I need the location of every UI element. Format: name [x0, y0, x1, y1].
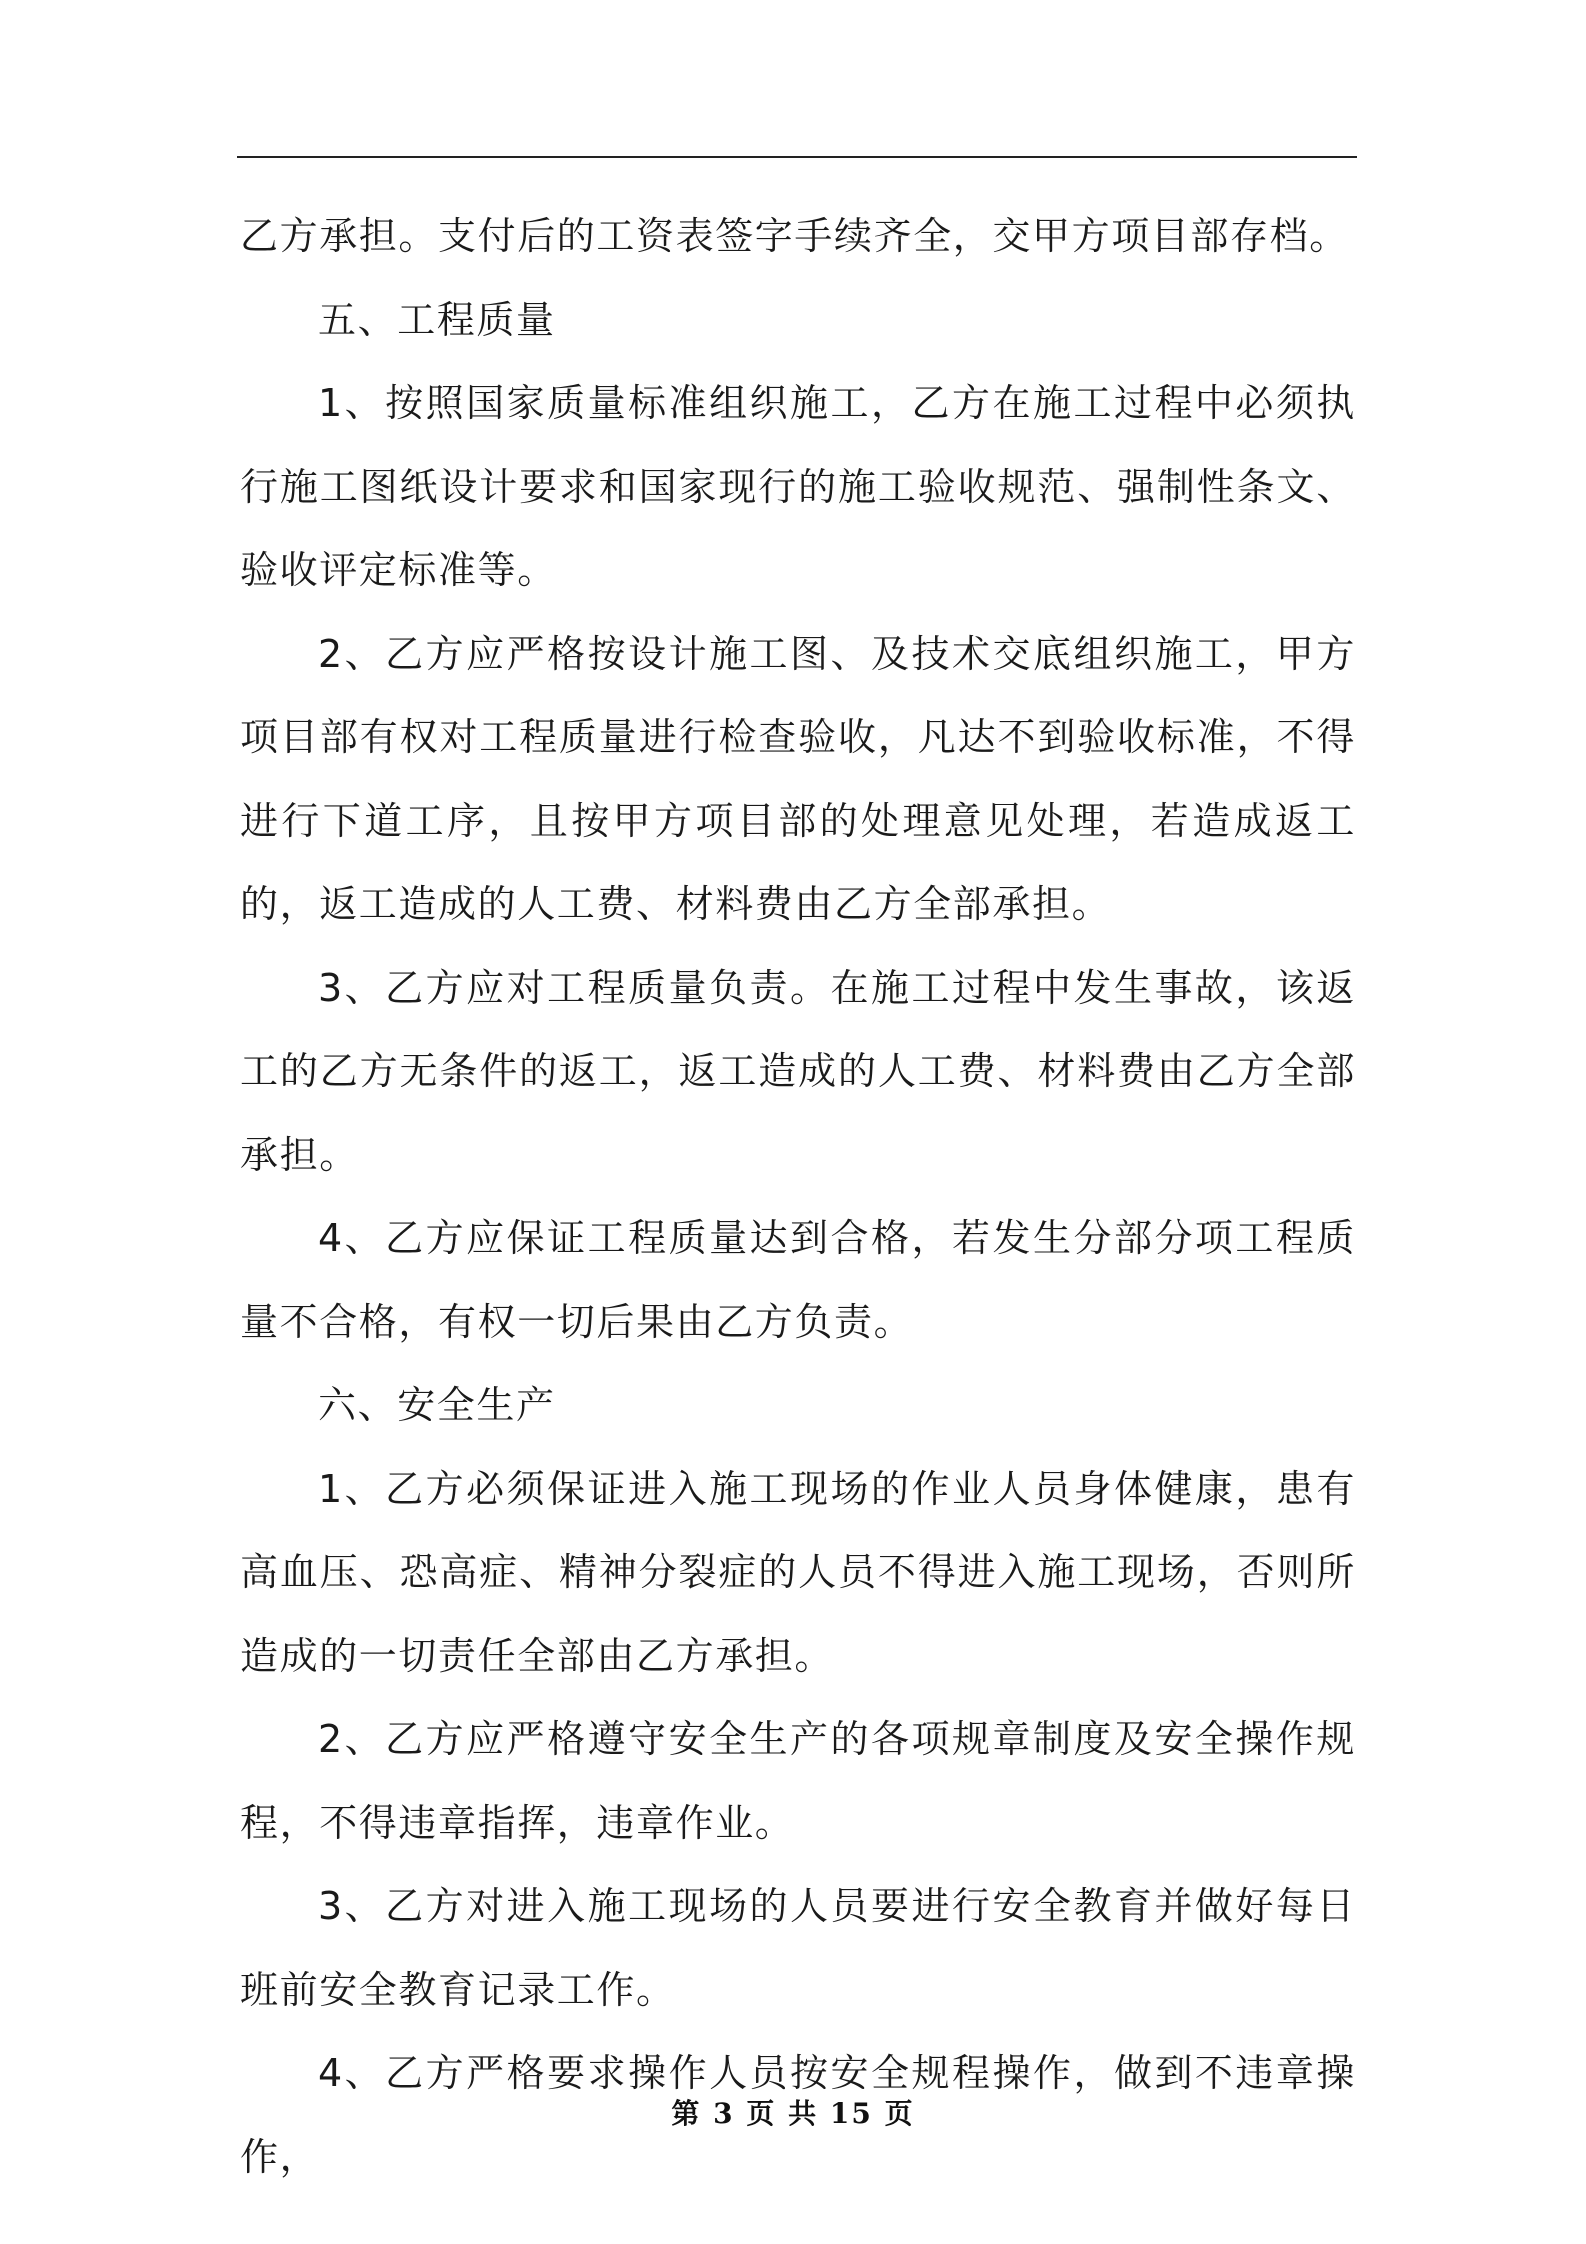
paragraph-safety-2: 2、乙方应严格遵守安全生产的各项规章制度及安全操作规程，不得违章指挥，违章作业。: [240, 1717, 1356, 1845]
paragraph-quality-4: 4、乙方应保证工程质量达到合格，若发生分部分项工程质量不合格，有权一切后果由乙方负责。: [240, 1216, 1356, 1344]
paragraph-quality-3: 3、乙方应对工程质量负责。在施工过程中发生事故，该返工的乙方无条件的返工，返工造成的人工费、材料费由乙方全部承担。: [240, 965, 1356, 1177]
section-heading-quality: 五、工程质量: [318, 297, 556, 342]
document-body: [240, 195, 1356, 2199]
section-heading-safety: 六、安全生产: [318, 1383, 556, 1427]
paragraph-wage-archive: 乙方承担。支付后的工资表签字手续齐全，交甲方项目部存档。: [240, 214, 1349, 258]
page-number-footer: 第 3 页 共 15 页: [671, 2097, 915, 2130]
paragraph-safety-3: 3、乙方对进入施工现场的人员要进行安全教育并做好每日班前安全教育记录工作。: [240, 1884, 1356, 2012]
paragraph-safety-1: 1、乙方必须保证进入施工现场的作业人员身体健康，患有高血压、恐高症、精神分裂症的人员不得进入施工现场，否则所造成的一切责任全部由乙方承担。: [240, 1466, 1356, 1678]
paragraph-quality-2: 2、乙方应严格按设计施工图、及技术交底组织施工，甲方项目部有权对工程质量进行检查验收，凡达不到验收标准，不得进行下道工序，且按甲方项目部的处理意见处理，若造成返工的，返工造成的人工费、材料费由乙方全部承担。: [240, 631, 1356, 926]
paragraph-quality-1: 1、按照国家质量标准组织施工，乙方在施工过程中必须执行施工图纸设计要求和国家现行的施工验收规范、强制性条文、验收评定标准等。: [240, 381, 1356, 592]
header-rule: [237, 156, 1357, 158]
paragraph-safety-4: 4、乙方严格要求操作人员按安全规程操作，做到不违章操作，: [240, 2051, 1356, 2179]
